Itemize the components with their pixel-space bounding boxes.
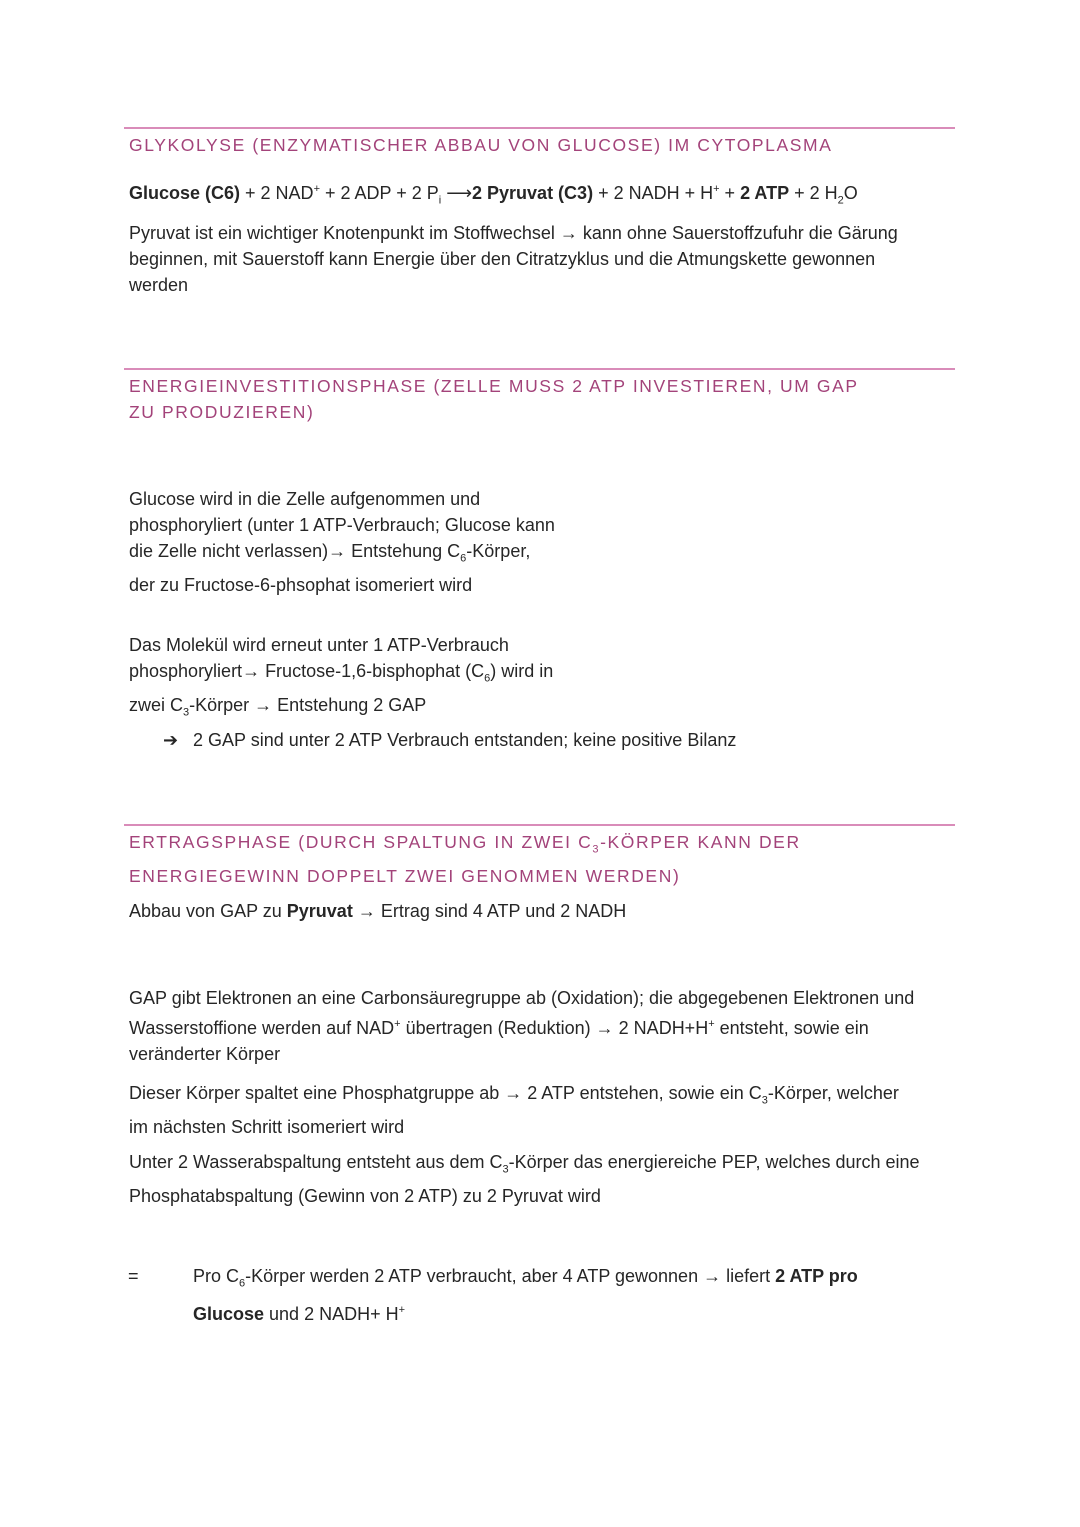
text-part: übertragen (Reduktion) → 2 NADH+H [400,1018,709,1038]
bold-text: Pyruvat [286,901,353,921]
text-part: Abbau von GAP zu [129,901,287,921]
superscript: + [313,183,320,195]
text-part: -Körper werden 2 ATP verbraucht, aber 4 ATP gewonnen → liefert [245,1266,776,1286]
investition-conclusion: 2 GAP sind unter 2 ATP Verbrauch entstanden; keine positive Bilanz [193,730,737,750]
section-divider [124,127,955,129]
text-part: -Körper, der zu Fructose-6-phsophat isomeriert wird [129,541,531,595]
ertrag-summary [193,1263,933,1327]
ertrag-intro [129,898,949,924]
text-part: Unter 2 Wasserabspaltung entsteht aus dem C [129,1152,503,1172]
superscript: + [708,1018,715,1030]
arrow-bullet-icon: ➔ [163,730,179,750]
reaction-arrow: ⟶ [441,183,473,203]
text-part: GAP gibt Elektronen an eine Carbonsäuregruppe ab (Oxidation); die abgegebenen Elektronen und Wasserstoffione werden auf NAD [129,988,915,1038]
investition-paragraph-2 [129,632,554,725]
text-part: -Körper → Entstehung 2 GAP [189,694,427,715]
ertrag-paragraph-2 [129,1080,919,1140]
ertrag-paragraph-1 [129,985,919,1067]
section-divider [124,368,955,370]
text-part: ) wird in zwei C [129,661,554,715]
ertrag-paragraph-3 [129,1149,959,1209]
superscript: + [713,183,720,195]
text-part: und 2 NADH+ H [264,1303,399,1324]
subscript: 6 [460,552,467,565]
text-part: ERTRAGSPHASE (DURCH SPALTUNG IN ZWEI C [129,832,593,852]
superscript: + [398,1303,406,1316]
glykolyse-paragraph: Pyruvat ist ein wichtiger Knotenpunkt im Stoffwechsel → kann ohne Sauerstoffzufuhr die Gärung beginnen, mit Sauerstoff kann Energie über den Citratzyklus und die Atmungskette gewonnen werden [129,223,898,295]
section-divider [124,824,955,826]
equation-part: + 2 ADP + 2 P [320,183,439,203]
equation-glucose: Glucose (C6) [129,183,241,203]
section-title-investition: ENERGIEINVESTITIONSPHASE (ZELLE MUSS 2 ATP INVESTIEREN, UM GAP ZU PRODUZIEREN) [129,376,859,422]
superscript: + [394,1018,401,1030]
text-part: → Ertrag sind 4 ATP und 2 NADH [352,901,627,921]
subscript: 3 [183,706,190,719]
text-part: -Körper das energiereiche PEP, welches durch eine Phosphatabspaltung (Gewinn von 2 ATP) zu 2 Pyruvat wird [129,1152,920,1206]
subscript: 3 [761,1094,768,1107]
text-part: -KÖRPER KANN DER ENERGIEGEWINN DOPPELT ZWEI GENOMMEN WERDEN) [129,832,801,886]
equation-part: O [843,183,858,203]
subscript: 6 [239,1277,246,1290]
equation-pyruvat: 2 Pyruvat (C3) [472,183,594,203]
text-part: Pro C [193,1266,240,1286]
equation-part: + 2 NAD [240,183,314,203]
section-title-glykolyse: GLYKOLYSE (ENZYMATISCHER ABBAU VON GLUCOSE) IM CYTOPLASMA [129,135,833,155]
equation-part: + 2 H [789,183,838,203]
text-part: entsteht, sowie ein veränderter Körper [129,1018,869,1064]
text-part: Glucose wird in die Zelle aufgenommen und phosphoryliert (unter 1 ATP-Verbrauch; Glucose kann die Zelle nicht verlassen)→ Entstehung C [129,489,555,561]
subscript: 3 [502,1163,509,1176]
text-part: Dieser Körper spaltet eine Phosphatgruppe ab → 2 ATP entstehen, sowie ein C [129,1083,762,1103]
equation-part: + 2 NADH + H [593,183,714,203]
subscript: 6 [484,672,491,685]
subscript: i [438,194,442,207]
text-part: -Körper, welcher im nächsten Schritt isomeriert wird [129,1083,899,1137]
investition-paragraph-1 [129,486,559,598]
section-title-ertrag [129,829,954,889]
subscript: 2 [837,194,844,207]
bold-text: 2 ATP pro Glucose [193,1266,858,1324]
equation-atp: 2 ATP [740,183,790,203]
equation-part: + [719,183,741,203]
equals-symbol: = [128,1266,139,1286]
text-part: Das Molekül wird erneut unter 1 ATP-Verbrauch phosphoryliert→ Fructose-1,6-bisphophat (C [129,635,509,681]
glykolyse-equation [129,176,959,214]
subscript: 3 [592,843,601,856]
